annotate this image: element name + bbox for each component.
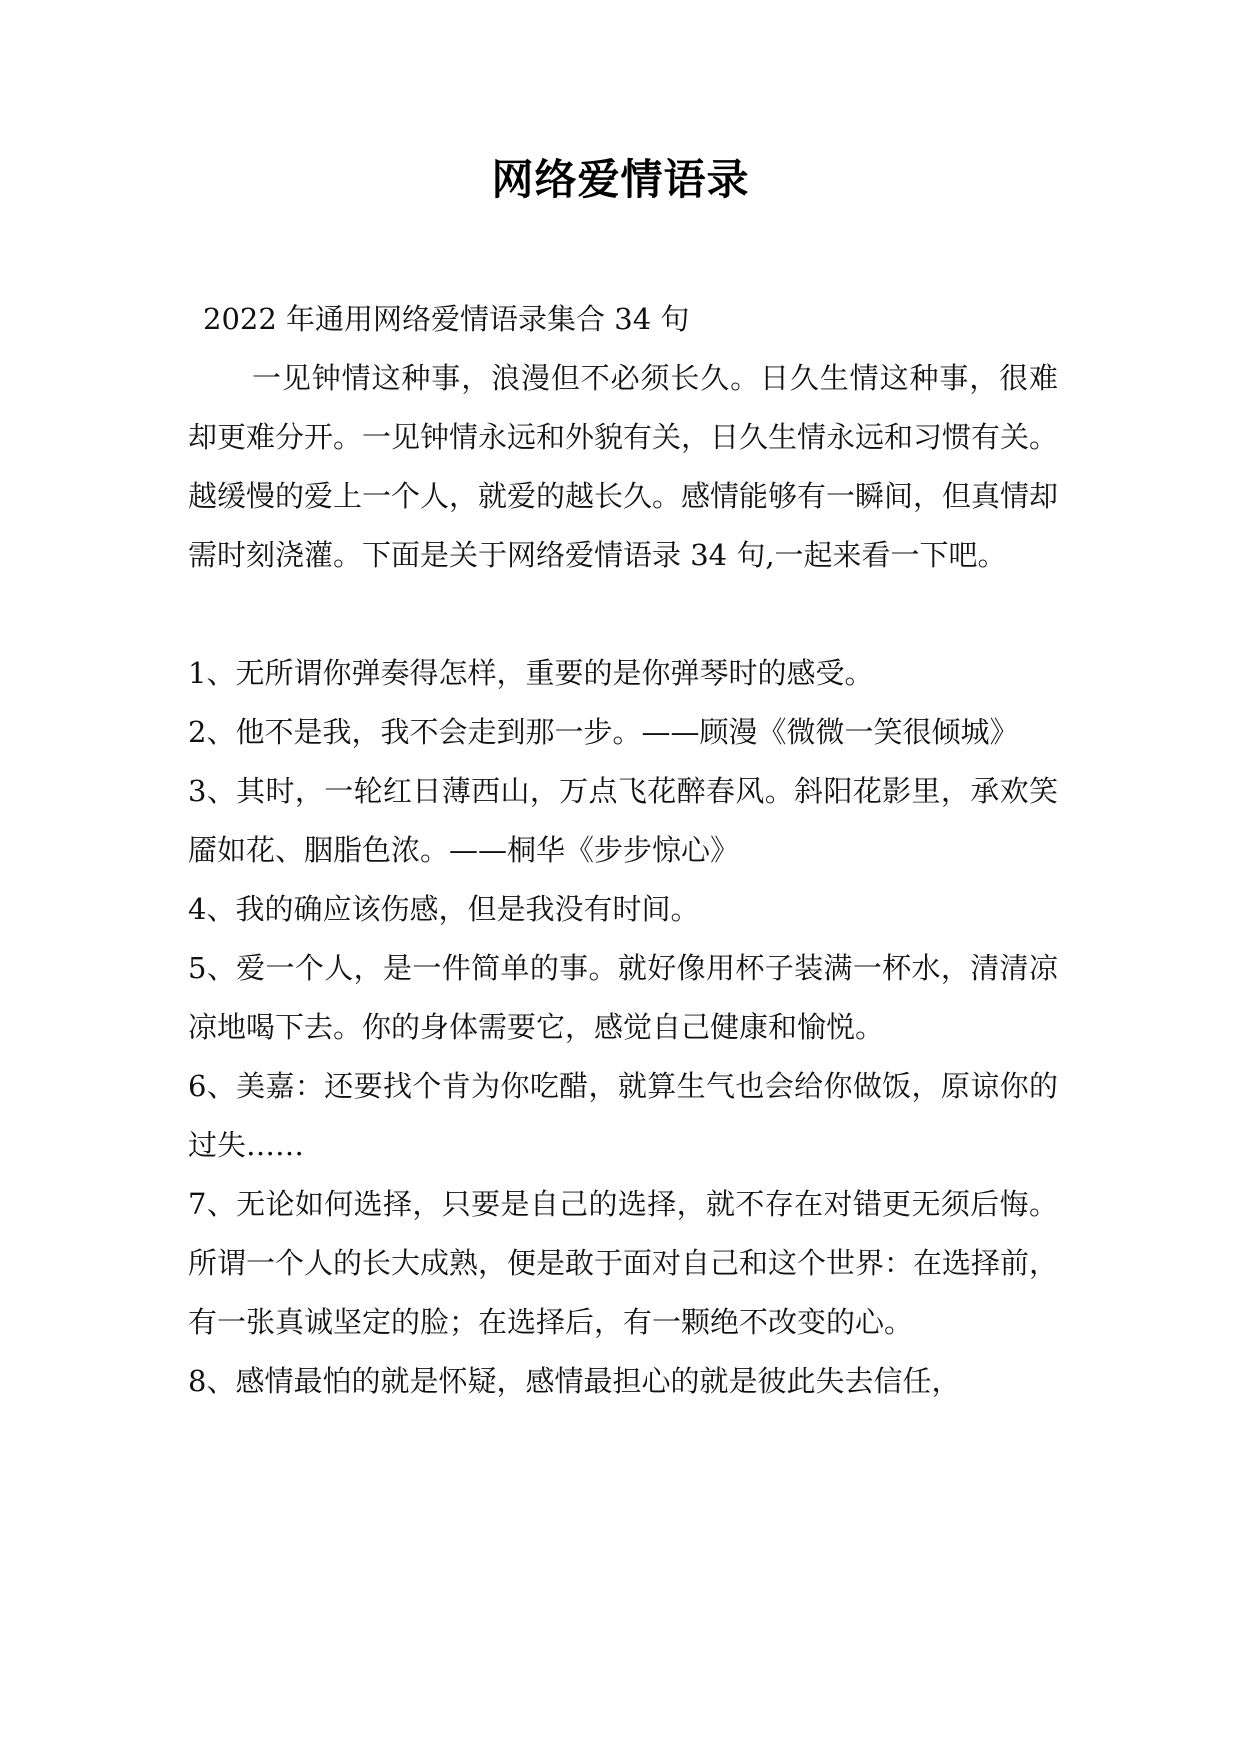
quote-item-2: 2、他不是我，我不会走到那一步。——顾漫《微微一笑很倾城》	[188, 715, 1019, 749]
quote-item-6: 6、美嘉：还要找个肯为你吃醋，就算生气也会给你做饭，原谅你的过失……	[188, 1069, 1058, 1162]
quote-item-5: 5、爱一个人，是一件简单的事。就好像用杯子装满一杯水，清清凉凉地喝下去。你的身体需要它，感觉自己健康和愉悦。	[188, 951, 1058, 1044]
quote-item-4: 4、我的确应该伤感，但是我没有时间。	[188, 892, 700, 926]
quote-item-8: 8、感情最怕的就是怀疑，感情最担心的就是彼此失去信任，	[188, 1364, 961, 1398]
quote-item-7: 7、无论如何选择，只要是自己的选择，就不存在对错更无须后悔。所谓一个人的长大成熟，便是敢于面对自己和这个世界：在选择前，有一张真诚坚定的脸；在选择后，有一颗绝不改变的心。	[188, 1187, 1059, 1339]
paragraph-spacer	[188, 585, 1058, 644]
intro-paragraph: 一见钟情这种事，浪漫但不必须长久。日久生情这种事，很难却更难分开。一见钟情永远和外貌有关，日久生情永远和习惯有关。越缓慢的爱上一个人，就爱的越长久。感情能够有一瞬间，但真情却需时刻浇灌。下面是关于网络爱情语录 34 句,一起来看一下吧。	[188, 361, 1059, 572]
document-subtitle: 2022 年通用网络爱情语录集合 34 句	[203, 302, 690, 336]
quote-item-1: 1、无所谓你弹奏得怎样，重要的是你弹琴时的感受。	[188, 656, 874, 690]
quote-item-3: 3、其时，一轮红日薄西山，万点飞花醉春风。斜阳花影里，承欢笑靥如花、胭脂色浓。——桐华《步步惊心》	[188, 774, 1058, 867]
document-body	[188, 290, 1058, 1411]
document-title: 网络爱情语录	[491, 155, 750, 204]
